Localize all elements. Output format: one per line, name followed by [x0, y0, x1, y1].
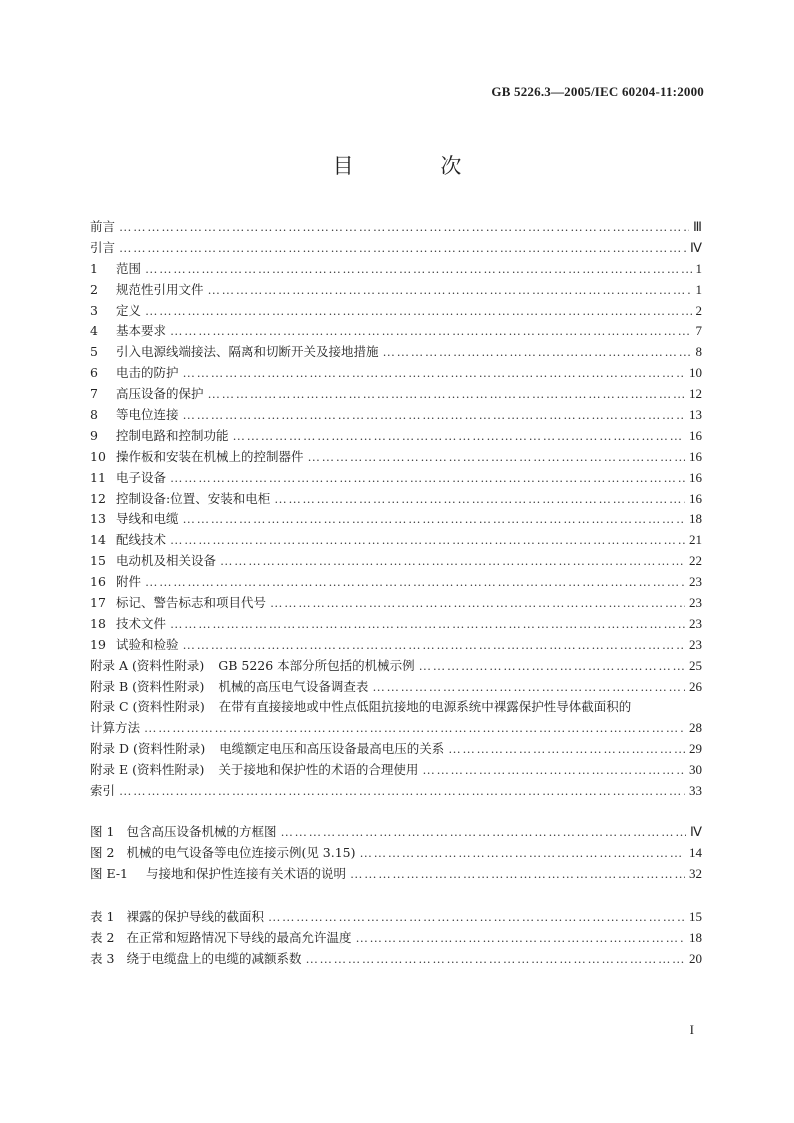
toc-entry[interactable] — [90, 321, 702, 342]
toc-entry-page: 29 — [689, 741, 702, 757]
toc-entry[interactable] — [90, 572, 702, 593]
dot-leader — [308, 447, 685, 468]
toc-entry-page: 23 — [689, 615, 702, 631]
toc-entry[interactable] — [90, 217, 702, 238]
toc-entry-number: 1 — [90, 260, 98, 276]
toc-figure-entry[interactable] — [90, 843, 702, 864]
dot-leader — [419, 656, 685, 677]
dot-leader — [119, 217, 689, 238]
toc-entry-label: 电子设备 — [116, 469, 167, 485]
toc-entry-label: 附件 — [116, 574, 142, 590]
figure-number: 图 E-1 — [90, 865, 129, 881]
annex-number: 附录 D (资料性附录) — [90, 741, 206, 757]
dot-leader — [119, 781, 685, 802]
figure-number: 图 1 — [90, 824, 115, 839]
toc-entry-number: 8 — [90, 407, 98, 423]
toc-annex-entry[interactable] — [90, 739, 702, 760]
annex-title: 在带有直接接地或中性点低阻抗接地的电源系统中裸露保护性导体截面积的 — [218, 699, 632, 715]
toc-entry-page: 1 — [695, 260, 702, 276]
dot-leader — [422, 760, 685, 781]
toc-entry-page: 16 — [689, 490, 702, 506]
toc-entry-label: 规范性引用文件 — [116, 281, 204, 297]
toc-entry-number: 15 — [90, 553, 106, 569]
dot-leader — [170, 321, 691, 342]
toc-entry-page: 26 — [689, 678, 702, 694]
toc-entry-page: 20 — [689, 950, 702, 966]
toc-entry-page: 10 — [689, 365, 702, 381]
toc-entry-page: 1 — [695, 281, 702, 297]
toc-entry-number: 9 — [90, 427, 98, 443]
toc-entry[interactable] — [90, 468, 702, 489]
toc-entry[interactable] — [90, 342, 702, 363]
dot-leader — [183, 635, 685, 656]
toc-table-entry[interactable] — [90, 949, 702, 970]
toc-entry-page: 23 — [689, 574, 702, 590]
toc-entry-number: 17 — [90, 595, 106, 611]
toc-entry[interactable] — [90, 489, 702, 510]
toc-entry-page: 22 — [689, 553, 702, 569]
toc-entry-page: 15 — [689, 909, 702, 924]
toc-entry-page: 30 — [689, 762, 702, 778]
toc-entry-label: 标记、警告标志和项目代号 — [116, 595, 267, 611]
dot-leader — [208, 280, 692, 301]
dot-leader — [183, 405, 685, 426]
toc-figure-entry[interactable] — [90, 822, 702, 843]
toc-entry[interactable] — [90, 384, 702, 405]
dot-leader — [268, 907, 685, 928]
toc-entry-label: 控制设备:位置、安装和电柜 — [116, 490, 271, 506]
dot-leader — [170, 530, 685, 551]
table-number: 表 2 — [90, 929, 115, 945]
toc-entry-page: Ⅲ — [693, 219, 702, 234]
toc-entry-page: 25 — [689, 657, 702, 673]
toc-entry-number: 19 — [90, 636, 106, 652]
toc-entry-label: 试验和检验 — [116, 636, 179, 652]
dot-leader — [144, 718, 685, 739]
toc-entry-number: 16 — [90, 574, 106, 590]
dot-leader — [372, 677, 685, 698]
toc-annex-entry[interactable] — [90, 697, 702, 718]
toc-entry-number: 4 — [90, 323, 98, 339]
toc-entry-page: 14 — [689, 844, 702, 860]
dot-leader — [183, 363, 685, 384]
figure-number: 图 2 — [90, 844, 115, 860]
toc-entry-page: 13 — [689, 407, 702, 423]
toc-entry-label: 索引 — [90, 783, 116, 799]
toc-entry[interactable] — [90, 551, 702, 572]
annex-number: 附录 C (资料性附录) — [90, 699, 205, 715]
dot-leader — [145, 259, 691, 280]
dot-leader — [145, 301, 691, 322]
toc-entry-page: 33 — [689, 783, 702, 799]
toc-entry-page: 16 — [689, 469, 702, 485]
toc-entry-page: 23 — [689, 595, 702, 611]
toc-entry-page: Ⅳ — [690, 239, 702, 255]
annex-title: 关于接地和保护性的术语的合理使用 — [218, 762, 419, 778]
table-title: 在正常和短路情况下导线的最高允许温度 — [126, 929, 352, 945]
toc-figure-entry[interactable] — [90, 864, 702, 885]
toc-entry-page: 12 — [689, 386, 702, 402]
toc-annex-entry[interactable] — [90, 760, 702, 781]
toc-table-entry[interactable] — [90, 907, 702, 928]
toc-entry-page: 28 — [689, 720, 702, 736]
dot-leader — [170, 468, 685, 489]
toc-entry-page: 21 — [689, 532, 702, 548]
toc-entry-page: 32 — [689, 865, 702, 881]
toc-entry-label: 操作板和安装在机械上的控制器件 — [116, 448, 304, 464]
toc-annex-entry[interactable] — [90, 656, 702, 677]
dot-leader — [119, 238, 686, 259]
table-title: 绕于电缆盘上的电缆的减额系数 — [126, 950, 302, 966]
toc-entry-page: 16 — [689, 448, 702, 464]
toc-entry[interactable] — [90, 363, 702, 384]
table-title: 裸露的保护导线的截面积 — [126, 909, 264, 924]
toc-entry[interactable] — [90, 530, 702, 551]
toc-entry-label: 基本要求 — [116, 323, 167, 339]
toc-entry-label: 引言 — [90, 239, 116, 255]
toc-entry-page: 2 — [695, 302, 702, 318]
toc-entry[interactable] — [90, 238, 702, 259]
toc-entry-label: 控制电路和控制功能 — [116, 427, 229, 443]
toc-entry-label: 等电位连接 — [116, 407, 179, 423]
toc-entry[interactable] — [90, 280, 702, 301]
toc-entry-label: 高压设备的保护 — [116, 386, 204, 402]
toc-entry[interactable] — [90, 301, 702, 322]
toc-entry-page: Ⅳ — [690, 824, 702, 839]
dot-leader — [305, 949, 685, 970]
dot-leader — [274, 489, 685, 510]
dot-leader — [360, 843, 686, 864]
toc-entry-label: 范围 — [116, 260, 142, 276]
dot-leader — [170, 614, 685, 635]
toc-entry-label: 电动机及相关设备 — [116, 553, 217, 569]
standard-header: GB 5226.3—2005/IEC 60204-11:2000 — [491, 84, 704, 99]
toc-annex-entry-continuation[interactable] — [90, 718, 702, 739]
toc-entry-label: 定义 — [116, 302, 142, 318]
toc-annex-entry[interactable] — [90, 677, 702, 698]
toc-entry-label: 电击的防护 — [116, 365, 179, 381]
figure-title: 与接地和保护性连接有关术语的说明 — [146, 865, 347, 881]
dot-leader — [233, 426, 685, 447]
annex-title: GB 5226 本部分所包括的机械示例 — [218, 657, 415, 673]
toc-entry-number: 5 — [90, 344, 98, 360]
toc-entry-number: 7 — [90, 386, 98, 402]
dot-leader — [208, 384, 685, 405]
toc-entry-page: 18 — [689, 929, 702, 945]
toc-tables — [90, 907, 702, 970]
toc-entry[interactable] — [90, 405, 702, 426]
toc-entry-number: 3 — [90, 302, 98, 318]
annex-title: 电缆额定电压和高压设备最高电压的关系 — [219, 741, 445, 757]
page-title: 目 次 — [332, 154, 502, 178]
table-number: 表 3 — [90, 950, 115, 966]
toc-entry[interactable] — [90, 614, 702, 635]
toc-entry-number: 6 — [90, 365, 98, 381]
dot-leader — [183, 509, 685, 530]
toc-entry-page: 23 — [689, 636, 702, 652]
toc-entry-number: 13 — [90, 511, 106, 527]
annex-number: 附录 E (资料性附录) — [90, 762, 205, 778]
dot-leader — [383, 342, 692, 363]
toc-entry[interactable] — [90, 593, 702, 614]
toc-entry[interactable] — [90, 447, 702, 468]
toc-entry-number: 14 — [90, 532, 106, 548]
toc-entry-page: 7 — [695, 323, 702, 339]
toc-index-entry[interactable] — [90, 781, 702, 802]
toc-entry-label: 配线技术 — [116, 532, 167, 548]
toc-entry-page: 16 — [689, 427, 702, 443]
figure-title: 包含高压设备机械的方框图 — [126, 824, 277, 839]
annex-title: 机械的高压电气设备调查表 — [218, 678, 369, 694]
toc-entry-page: 8 — [695, 344, 702, 360]
annex-number: 附录 A (资料性附录) — [90, 657, 205, 673]
toc-entry-label: 技术文件 — [116, 615, 167, 631]
toc-figures — [90, 822, 702, 885]
toc-entry-number: 12 — [90, 490, 106, 506]
toc-entry-label: 前言 — [90, 219, 116, 234]
dot-leader — [270, 593, 685, 614]
figure-title: 机械的电气设备等电位连接示例(见 3.15) — [126, 844, 356, 860]
table-number: 表 1 — [90, 909, 115, 924]
toc-entry[interactable] — [90, 509, 702, 530]
toc-entry-number: 11 — [90, 469, 106, 485]
toc-entry[interactable] — [90, 635, 702, 656]
annex-title-continuation: 计算方法 — [90, 720, 141, 736]
dot-leader — [145, 572, 685, 593]
toc-clauses — [90, 217, 702, 802]
toc-table-entry[interactable] — [90, 928, 702, 949]
toc-entry-number: 2 — [90, 281, 98, 297]
toc-entry-number: 18 — [90, 615, 106, 631]
toc-entry[interactable] — [90, 426, 702, 447]
toc-entry-page: 18 — [689, 511, 702, 527]
dot-leader — [355, 928, 685, 949]
dot-leader — [448, 739, 685, 760]
toc-entry[interactable] — [90, 259, 702, 280]
annex-number: 附录 B (资料性附录) — [90, 678, 205, 694]
toc-entry-number: 10 — [90, 448, 106, 464]
page-number: I — [689, 1022, 694, 1037]
toc-entry-label: 引入电源线端接法、隔离和切断开关及接地措施 — [116, 344, 379, 360]
dot-leader — [350, 864, 685, 885]
dot-leader — [280, 822, 686, 843]
toc-entry-label: 导线和电缆 — [116, 511, 179, 527]
dot-leader — [220, 551, 685, 572]
